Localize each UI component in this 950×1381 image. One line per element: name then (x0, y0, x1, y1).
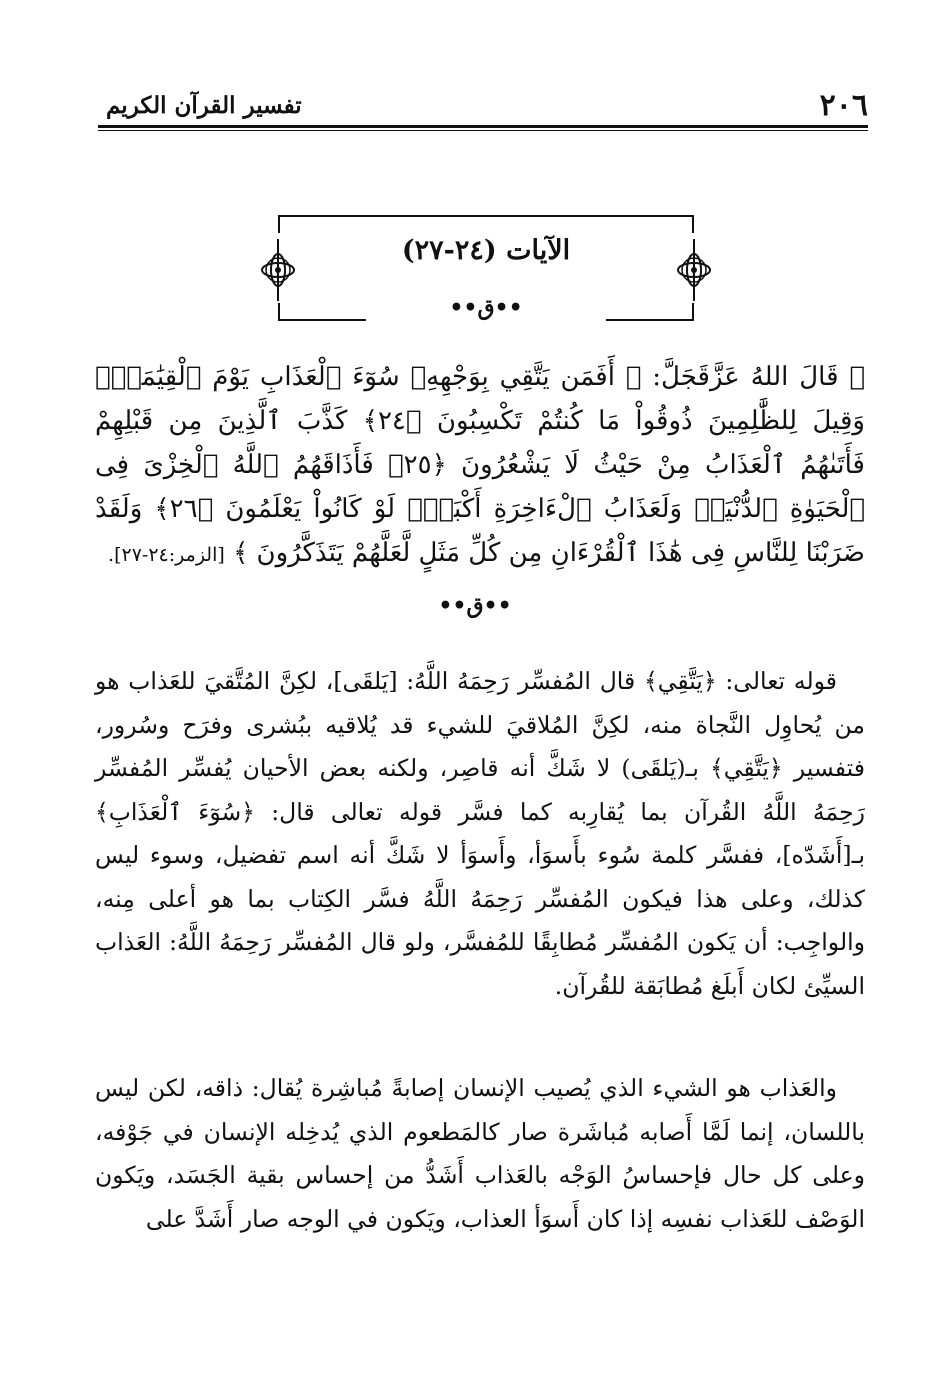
section-frame (276, 215, 696, 325)
page-header (98, 78, 868, 128)
verses-text: ۞ قَالَ اللهُ عَزَّقَجَلَّ: ﴿ أَفَمَن يَتَّقِي بِوَجْهِهِۦ سُوٓءَ ٱلْعَذَابِ يَوْمَ ٱلْقِيَٰمَةِۚ وَقِيلَ لِلظَّٰلِمِينَ ذُوقُواْ مَا كُنتُمْ تَكْسِبُونَ ﴿٢٤﴾ كَذَّبَ ٱلَّذِينَ مِن قَبْلِهِمْ فَأَتَىٰهُمُ ٱلْعَذَابُ مِنْ حَيْثُ لَا يَشْعُرُونَ ﴿٢٥﴾ فَأَذَاقَهُمُ ٱللَّهُ ٱلْخِزْىَ فِى ٱلْحَيَوٰةِ ٱلدُّنْيَاۖ وَلَعَذَابُ ٱلْءَاخِرَةِ أَكْبَرُۚ لَوْ كَانُواْ يَعْلَمُونَ ﴿٢٦﴾ وَلَقَدْ ضَرَبْنَا لِلنَّاسِ فِى هَٰذَا ٱلْقُرْءَانِ مِن كُلِّ مَثَلٍ لَّعَلَّهُمْ يَتَذَكَّرُونَ ﴾ (95, 362, 866, 568)
verse-reference: [الزمر:٢٤-٢٧]. (108, 544, 225, 566)
section-title: الآيات (٢٤-٢٧) (401, 235, 571, 266)
divider-ornament: ••ق•• (438, 593, 512, 619)
header-rule (98, 125, 868, 128)
knot-ornament-icon (674, 239, 714, 301)
divider-ornament: ••ق•• (449, 295, 523, 321)
book-title: تفسير القرآن الكريم (106, 92, 302, 119)
header-rule-thin (98, 130, 868, 131)
commentary-paragraph: والعَذاب هو الشيء الذي يُصيب الإنسان إصابةً مُباشِرة يُقال: ذاقه، لكن ليس باللسان، إنما لَمَّا أَصابه مُباشَرة صار كالمَطعوم الذي يُدخِله الإنسان في جَوْفه، وعلى كل حال فإحساسُ الوَجْه بالعَذاب أَشَدُّ من إحساس بقية الجَسَد، ويَكون الوَصْف للعَذاب نفسِه إذا كان أَسوَأ العذاب، ويَكون في الوجه صار أَشَدَّ على (95, 1074, 865, 1233)
page-number: ٢٠٦ (819, 88, 868, 123)
knot-ornament-icon (258, 239, 298, 301)
commentary-paragraph: قوله تعالى: ﴿يَتَّقِي﴾ قال المُفسِّر رَحِمَهُ اللَّهُ: [يَلقَى]، لكِنَّ المُتَّقيَ للعَذاب هو من يُحاوِل النَّجاة منه، لكِنَّ المُلاقيَ للشيء قد يُلاقيه ببُشرى وفرَح وسُرور، فتفسير ﴿يَتَّقِي﴾ بـ(يَلقَى) لا شَكَّ أنه قاصِر، ولكنه بعض الأحيان يُفسِّر المُفسِّر رَحِمَهُ اللَّهُ القُرآن بما يُقارِبه كما فسَّر قوله تعالى قال: ﴿سُوٓءَ ٱلْعَذَابِ﴾ بـ[أَشَدّه]، ففسَّر كلمة سُوء بأَسوَأ، وأَسوَأ لا شَكَّ أنه اسم تفضيل، وسوء ليس كذلك، وعلى هذا فيكون المُفسِّر رَحِمَهُ اللَّهُ فسَّر الكِتاب بما هو أعلى مِنه، والواجِب: أن يَكون المُفسِّر مُطابِقًا للمُفسَّر، ولو قال المُفسِّر رَحِمَهُ اللَّهُ: العَذاب السيِّئ لكان أَبلَغ مُطابَقة للقُرآن. (95, 667, 865, 1000)
quran-verses (95, 355, 865, 577)
